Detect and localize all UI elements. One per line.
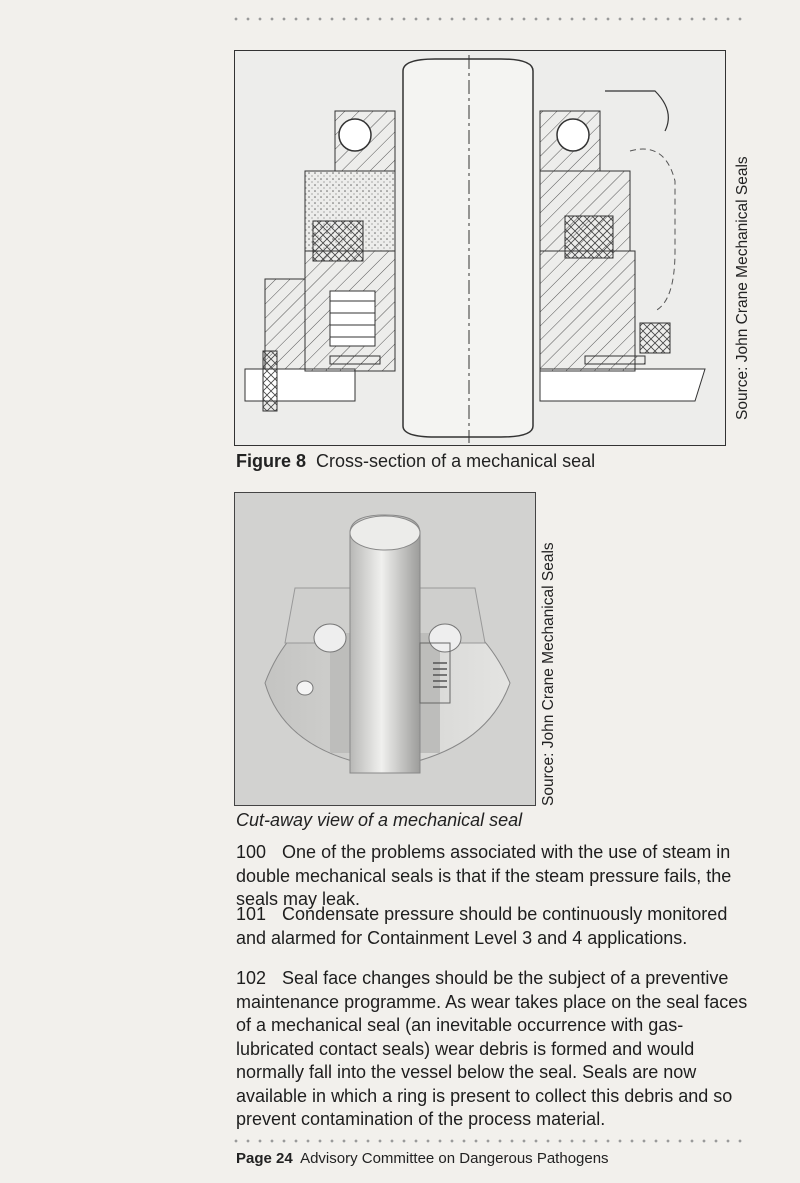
page-footer	[236, 1150, 609, 1167]
figure-8-label: Figure 8	[236, 451, 307, 471]
figure-8-caption	[236, 451, 595, 472]
paragraph-text: One of the problems associated with the use of steam in double mechanical seals is that if the steam pressure fails, the seals may leak.	[236, 842, 732, 909]
bottom-dotted-rule	[230, 1138, 750, 1144]
top-dotted-rule	[230, 16, 750, 22]
figure-8-cross-section-drawing	[234, 50, 726, 446]
paragraph-102	[236, 967, 756, 1132]
paragraph-text: Condensate pressure should be continuously monitored and alarmed for Containment Level 3 and 4 applications.	[236, 904, 728, 948]
figure-8-source-credit: Source: John Crane Mechanical Seals	[734, 156, 751, 420]
cutaway-caption: Cut-away view of a mechanical seal	[236, 810, 523, 830]
paragraph-number: 101	[236, 904, 267, 924]
paragraph-100	[236, 841, 756, 912]
paragraph-text: Seal face changes should be the subject of a preventive maintenance programme. As wear takes place on the seal faces of a mechanical seal (an inevitable occurrence with gas-lubricated contact seals) wear debris is formed and would normally fall into the vessel below the seal. Seals are now available in which a ring is present to collect this debris and so prevent contamination of the process material.	[236, 968, 748, 1129]
figure-8-caption-text: Cross-section of a mechanical seal	[316, 451, 596, 471]
publisher-name: Advisory Committee on Dangerous Pathogens	[300, 1150, 609, 1167]
cutaway-source-credit: Source: John Crane Mechanical Seals	[540, 542, 557, 806]
cutaway-illustration	[235, 493, 535, 805]
page-number: Page 24	[236, 1150, 293, 1167]
cutaway-photo	[234, 492, 536, 806]
cross-section-illustration	[235, 51, 724, 444]
paragraph-number: 100	[236, 842, 267, 862]
paragraph-101	[236, 903, 756, 950]
paragraph-number: 102	[236, 968, 267, 988]
